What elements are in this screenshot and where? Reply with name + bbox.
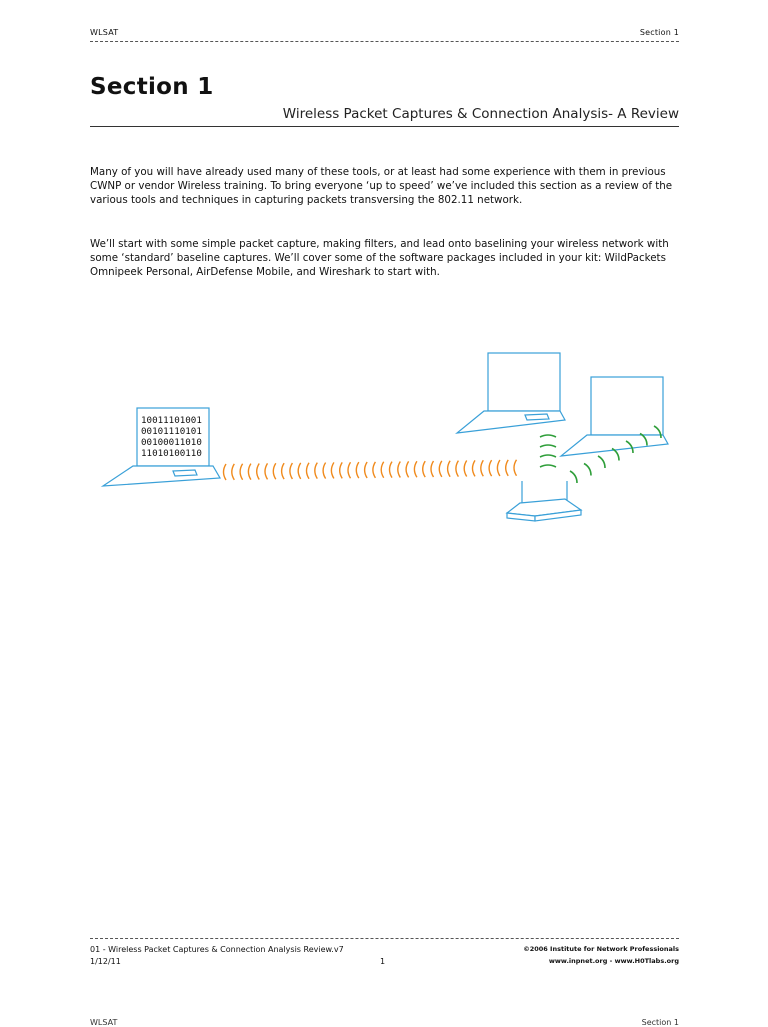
wave-arc <box>570 471 577 483</box>
binary-line: 11010100110 <box>141 448 202 459</box>
wave-arc <box>232 464 235 480</box>
wave-arc <box>323 463 326 479</box>
paragraph-overview-text: We’ll start with some simple packet capture, making filters, and lead onto baselining your wireless network with some ‘standard’ baseline captures. We’ll cover some of the software packages included in your kit: WildPackets Omnipeek Personal, AirDefense Mobile, and Wireshark to start with. <box>90 238 669 278</box>
wave-arc <box>248 464 251 480</box>
wave-arc <box>331 462 334 478</box>
footer-copyright: ©2006 Institute for Network Professionals <box>523 945 679 953</box>
next-header-left: WLSAT <box>90 1018 118 1027</box>
wave-arc <box>540 435 556 437</box>
header-right: Section 1 <box>639 28 679 37</box>
wave-arc <box>431 461 434 477</box>
binary-line: 10011101001 <box>141 415 202 426</box>
wave-arc <box>464 461 467 477</box>
wave-arc <box>381 462 384 478</box>
wave-arc <box>290 463 293 479</box>
wave-arc <box>365 462 368 478</box>
paragraph-intro-text: Many of you will have already used many of these tools, or at least had some experience with them in previous CWNP or vendor Wireless training. To bring everyone ‘up to speed’ we’ve included this section as a review of the various tools and techniques in capturing packets transversing the 802.11 network. <box>90 166 673 206</box>
wave-arc <box>398 461 401 477</box>
paragraph-overview <box>90 237 680 279</box>
wave-arc <box>506 460 509 476</box>
wave-arc <box>282 463 285 479</box>
wave-arc <box>540 445 556 447</box>
wave-arc <box>265 463 268 479</box>
wave-arc <box>448 461 451 477</box>
wave-arc <box>406 461 409 477</box>
wave-arc <box>340 462 343 478</box>
paragraph-intro <box>90 165 680 207</box>
header-left: WLSAT <box>90 28 119 37</box>
page-subtitle: Wireless Packet Captures & Connection Analysis- A Review <box>282 106 679 122</box>
wave-arc <box>489 460 492 476</box>
wireless-capture-illustration <box>95 345 695 530</box>
wave-arc <box>497 460 500 476</box>
page-header <box>90 28 679 42</box>
client-laptop-icon <box>561 377 668 456</box>
next-header-right: Section 1 <box>641 1018 679 1027</box>
wave-arc <box>315 463 318 479</box>
footer-date: 1/12/11 <box>90 957 121 966</box>
wave-arc <box>481 460 484 476</box>
wave-arc <box>598 456 605 468</box>
client-laptop-icon <box>457 353 565 433</box>
wave-arc <box>390 462 393 478</box>
title-rule <box>90 126 679 127</box>
wave-arc <box>224 464 227 480</box>
binary-line: 00100011010 <box>141 437 202 448</box>
wave-arc <box>356 462 359 478</box>
wave-arc <box>273 463 276 479</box>
wave-arc <box>257 464 260 480</box>
wave-arc <box>348 462 351 478</box>
wave-arc <box>540 465 556 467</box>
footer-urls: www.inpnet.org - www.H0Tlabs.org <box>548 957 679 965</box>
wave-arc <box>540 455 556 457</box>
header-rule <box>90 41 679 42</box>
wave-arc <box>514 460 517 476</box>
page-title: Section 1 <box>90 74 214 100</box>
page-number: 1 <box>380 957 386 966</box>
wave-arc <box>414 461 417 477</box>
wave-arc <box>373 462 376 478</box>
wave-arc <box>298 463 301 479</box>
access-point-icon <box>507 481 581 521</box>
binary-data <box>141 415 202 459</box>
wave-arc <box>439 461 442 477</box>
footer-rule <box>90 938 679 939</box>
wave-arc <box>584 464 591 476</box>
wave-arc <box>423 461 426 477</box>
footer-document-name: 01 - Wireless Packet Captures & Connection Analysis Review.v7 <box>90 945 344 954</box>
wave-arc <box>473 460 476 476</box>
binary-line: 00101110101 <box>141 426 202 437</box>
orange-wave-arcs <box>224 460 517 480</box>
wave-arc <box>456 461 459 477</box>
wave-arc <box>240 464 243 480</box>
wave-arc <box>307 463 310 479</box>
